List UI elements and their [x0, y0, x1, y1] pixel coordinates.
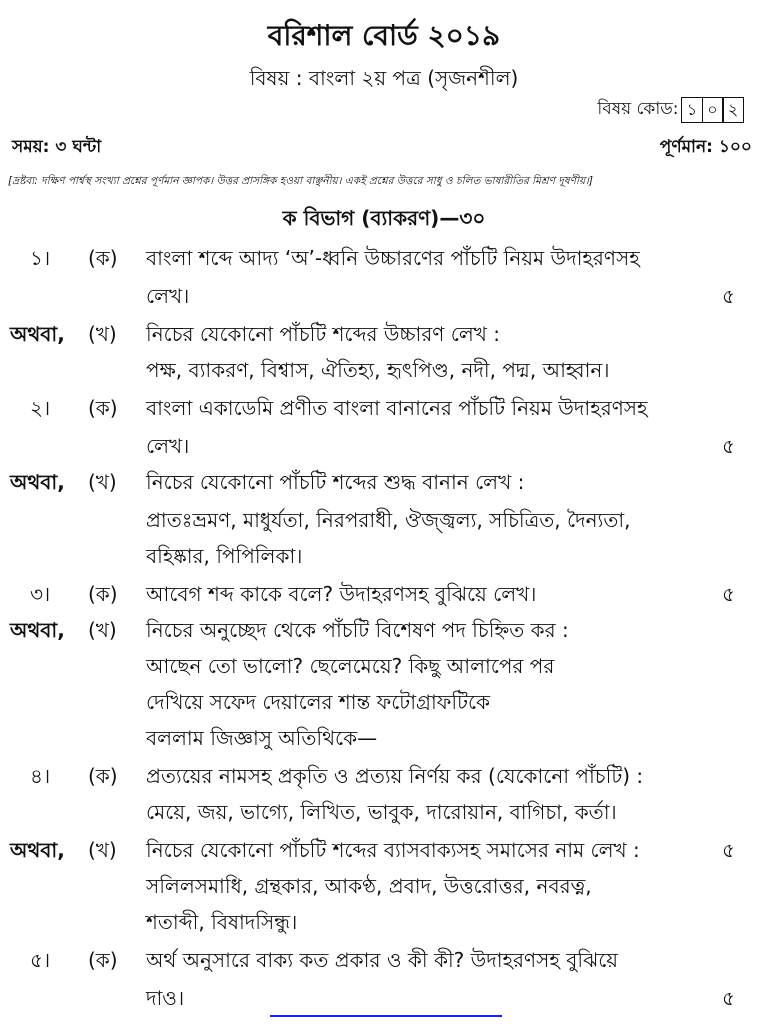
question-text: লেখ।: [146, 434, 190, 458]
question-mark: ৫: [722, 986, 735, 1010]
footer-divider: [270, 1015, 502, 1017]
question-text: বাংলা শব্দে আদ্য ‘অ’-ধ্বনি উচ্চারণের পাঁচটি নিয়ম উদাহরণসহ: [146, 246, 640, 270]
question-text: নিচের যেকোনো পাঁচটি শব্দের উচ্চারণ লেখ :: [146, 322, 500, 346]
question-text: বহিষ্কার, পিপিলিকা।: [146, 544, 303, 568]
question-text: দেখিয়ে সফেদ দেয়ালের শান্ত ফটোগ্রাফটিকে: [146, 690, 491, 714]
question-text: আছেন তো ভালো? ছেলেমেয়ে? কিছু আলাপের পর: [146, 654, 555, 678]
question-part: (খ): [88, 322, 117, 346]
page-title: বরিশাল বোর্ড ২০১৯: [267, 19, 501, 52]
question-text: প্রত্যয়ের নামসহ প্রকৃতি ও প্রত্যয় নির্ণয় কর (যেকোনো পাঁচটি) :: [146, 764, 644, 788]
subject-code-boxes: [683, 97, 745, 123]
question-text: বাংলা একাডেমি প্রণীত বাংলা বানানের পাঁচটি নিয়ম উদাহরণসহ: [146, 396, 648, 420]
code-digit: ২: [722, 97, 744, 123]
question-part: (খ): [88, 838, 117, 862]
question-mark: ৫: [722, 582, 735, 606]
question-mark: ৫: [722, 284, 735, 308]
question-text: আবেগ শব্দ কাকে বলে? উদাহরণসহ বুঝিয়ে লেখ।: [146, 582, 537, 606]
question-number: অথবা,: [10, 838, 65, 862]
question-part: (ক): [88, 764, 118, 788]
subject-code: [597, 96, 744, 124]
full-marks: পূর্ণমান: ১০০: [659, 137, 752, 157]
question-text: নিচের যেকোনো পাঁচটি শব্দের ব্যাসবাক্যসহ সমাসের নাম লেখ :: [146, 838, 640, 862]
question-text: নিচের অনুচ্ছেদ থেকে পাঁচটি বিশেষণ পদ চিহ্নিত কর :: [146, 618, 569, 642]
question-text: পক্ষ, ব্যাকরণ, বিশ্বাস, ঐতিহ্য, হৃৎপিণ্ড, নদী, পদ্ম, আহ্বান।: [146, 358, 610, 382]
question-number: অথবা,: [10, 322, 65, 346]
question-part: (ক): [88, 246, 118, 270]
question-text: দাও।: [146, 986, 185, 1010]
question-text: বললাম জিজ্ঞাসু অতিথিকে—: [146, 726, 378, 750]
question-text: প্রাতঃভ্রমণ, মাধুর্যতা, নিরপরাধী, ঔজ্জ্বল্য, সচিত্রিত, দৈন্যতা,: [146, 508, 631, 532]
subject-code-label: বিষয় কোড:: [597, 99, 679, 119]
question-number: ৫।: [30, 948, 51, 972]
code-digit: ০: [702, 97, 724, 123]
question-number: ১।: [30, 246, 51, 270]
question-part: (খ): [88, 470, 117, 494]
question-number: অথবা,: [10, 618, 65, 642]
section-title: ক বিভাগ (ব্যাকরণ)—৩০: [282, 206, 486, 230]
question-text: লেখ।: [146, 284, 190, 308]
question-number: ৪।: [30, 764, 51, 788]
subject-line: বিষয় : বাংলা ২য় পত্র (সৃজনশীল): [249, 66, 519, 90]
question-text: অর্থ অনুসারে বাক্য কত প্রকার ও কী কী? উদাহরণসহ বুঝিয়ে: [146, 948, 619, 972]
question-mark: ৫: [722, 434, 735, 458]
question-number: অথবা,: [10, 470, 65, 494]
question-mark: ৫: [722, 838, 735, 862]
question-text: মেয়ে, জয়, ভাগ্যে, লিখিত, ভাবুক, দারোয়ান, বাগিচা, কর্তা।: [146, 800, 617, 824]
question-text: সলিলসমাধি, গ্রন্থকার, আকণ্ঠ, প্রবাদ, উত্তরোত্তর, নবরত্ন,: [146, 874, 592, 898]
question-part: (ক): [88, 948, 118, 972]
question-number: ৩।: [30, 582, 51, 606]
question-part: (ক): [88, 582, 118, 606]
instruction-note: [দ্রষ্টব্য: দক্ষিণ পার্শ্বস্থ সংখ্যা প্রশ্নের পূর্ণমান জ্ঞাপক। উত্তর প্রাসঙ্গিক হওয়া বাঞ্ছনীয়। একই প্রশ্নের উত্তরে সাধু ও চলিত ভাষারীতির মিশ্রণ দূষণীয়।]: [8, 175, 594, 187]
question-text: নিচের যেকোনো পাঁচটি শব্দের শুদ্ধ বানান লেখ :: [146, 470, 525, 494]
question-text: শতাব্দী, বিষাদসিন্ধু।: [146, 910, 298, 934]
question-part: (ক): [88, 396, 118, 420]
question-number: ২।: [30, 396, 51, 420]
time-allowed: সময়: ৩ ঘন্টা: [12, 137, 102, 157]
question-part: (খ): [88, 618, 117, 642]
code-digit: ১: [681, 97, 703, 123]
